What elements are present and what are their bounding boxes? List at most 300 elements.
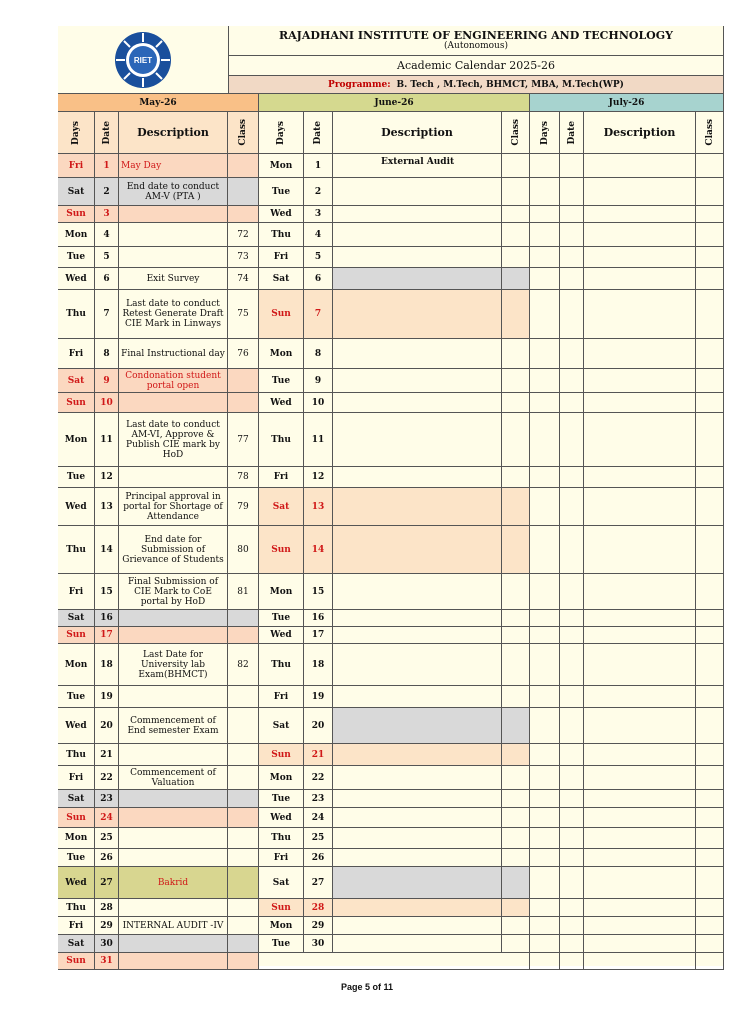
may-description: Final Instructional day [121, 348, 225, 359]
july-cell [584, 644, 696, 686]
may-date: 28 [100, 902, 113, 913]
may-day-cell [58, 627, 95, 644]
july-cell [530, 268, 560, 290]
july-cell [560, 574, 584, 610]
col-header-label: Date [101, 120, 112, 145]
june-description-cell [333, 154, 502, 178]
may-class-cell [228, 849, 259, 867]
june-date-cell [304, 574, 333, 610]
june-class-cell [502, 917, 530, 935]
june-date-cell [304, 867, 333, 899]
may-class: 75 [237, 309, 249, 319]
july-cell [584, 268, 696, 290]
june-day-cell [259, 393, 304, 413]
july-cell [530, 808, 560, 828]
june-day-cell [259, 686, 304, 708]
june-date-cell [304, 178, 333, 206]
col-header-july-class [696, 112, 724, 154]
may-date: 7 [103, 309, 110, 319]
col-header-june-date [304, 112, 333, 154]
may-date-cell [95, 744, 119, 766]
month-header-june: June-26 [259, 94, 530, 112]
may-date: 15 [100, 586, 113, 597]
institute-status: (Autonomous) [444, 40, 508, 51]
june-date-cell [304, 290, 333, 339]
may-description: Last date to conduct Retest Generate Draft CIE Mark in Linways [122, 299, 224, 329]
page-number: Page 5 of 11 [340, 982, 394, 992]
col-header-june-days [259, 112, 304, 154]
may-date-cell [95, 708, 119, 744]
col-header-july-date [560, 112, 584, 154]
june-date: 4 [314, 229, 322, 240]
may-class: 81 [237, 586, 249, 597]
june-description-cell [333, 610, 502, 627]
july-cell [584, 849, 696, 867]
july-cell [530, 899, 560, 917]
june-day: Fri [273, 252, 289, 262]
june-date-cell [304, 935, 333, 953]
july-cell [560, 686, 584, 708]
may-date-cell [95, 526, 119, 574]
col-header-label: Description [137, 125, 209, 139]
may-description-cell [119, 953, 228, 970]
may-date: 26 [100, 852, 113, 863]
june-day-cell [259, 917, 304, 935]
institute-name: RAJADHANI INSTITUTE OF ENGINEERING AND TECHNOLOGY [278, 28, 674, 42]
may-class-cell [228, 206, 259, 223]
may-day: Sun [66, 209, 86, 219]
june-class-cell [502, 935, 530, 953]
may-description-cell [119, 808, 228, 828]
col-header-may-days [58, 112, 95, 154]
programme-row [229, 76, 724, 94]
may-day: Wed [65, 877, 87, 888]
may-day: Sat [67, 613, 85, 623]
may-day-cell [58, 686, 95, 708]
may-day: Sun [66, 397, 86, 408]
july-cell [530, 488, 560, 526]
july-cell [584, 808, 696, 828]
may-class-cell [228, 178, 259, 206]
june-description-cell [333, 899, 502, 917]
june-class-cell [502, 178, 530, 206]
calendar-title: Academic Calendar 2025-26 [229, 56, 724, 76]
june-day: Wed [270, 397, 292, 408]
may-day: Thu [66, 749, 86, 760]
june-date: 30 [311, 938, 325, 949]
june-day: Thu [271, 833, 291, 843]
june-class-cell [502, 369, 530, 393]
june-day-cell [259, 766, 304, 790]
may-day-cell [58, 223, 95, 247]
june-date-cell [304, 413, 333, 467]
may-date-cell [95, 290, 119, 339]
may-description-cell [119, 790, 228, 808]
may-description-cell [119, 849, 228, 867]
july-cell [696, 766, 724, 790]
june-class-cell [502, 899, 530, 917]
may-description-cell [119, 935, 228, 953]
june-description-cell [333, 393, 502, 413]
may-description-cell [119, 178, 228, 206]
may-date-cell [95, 223, 119, 247]
may-date-cell [95, 953, 119, 970]
may-day-cell [58, 935, 95, 953]
july-cell [584, 766, 696, 790]
july-cell [530, 290, 560, 339]
may-description-cell [119, 339, 228, 369]
july-cell [696, 828, 724, 849]
col-header-july-days [530, 112, 560, 154]
col-header-label: Date [313, 120, 323, 145]
june-class-cell [502, 574, 530, 610]
may-class-cell [228, 369, 259, 393]
july-cell [560, 917, 584, 935]
july-cell [560, 526, 584, 574]
may-day: Fri [68, 586, 84, 597]
july-cell [560, 413, 584, 467]
june-day: Sun [271, 309, 291, 319]
may-day-cell [58, 790, 95, 808]
may-day: Mon [64, 659, 88, 670]
may-date: 25 [100, 833, 113, 843]
july-cell [560, 206, 584, 223]
col-header-label: Days [71, 120, 81, 145]
may-date-cell [95, 828, 119, 849]
may-description-cell [119, 627, 228, 644]
july-cell [560, 828, 584, 849]
may-description-cell [119, 526, 228, 574]
july-cell [530, 574, 560, 610]
june-description-cell [333, 935, 502, 953]
june-description-cell [333, 206, 502, 223]
june-class-cell [502, 290, 530, 339]
july-cell [560, 369, 584, 393]
may-description-cell [119, 413, 228, 467]
june-date: 15 [311, 586, 325, 597]
may-date-cell [95, 467, 119, 488]
june-class-cell [502, 413, 530, 467]
july-cell [530, 867, 560, 899]
july-cell [696, 369, 724, 393]
july-cell [560, 899, 584, 917]
june-date-cell [304, 917, 333, 935]
july-cell [530, 686, 560, 708]
june-day-cell [259, 339, 304, 369]
may-date-cell [95, 899, 119, 917]
june-date: 20 [311, 720, 325, 731]
july-cell [560, 247, 584, 268]
col-header-label: Date [566, 120, 577, 145]
may-class-cell [228, 467, 259, 488]
may-description: Final Submission of CIE Mark to CoE portal by HoD [127, 576, 219, 607]
may-date-cell [95, 935, 119, 953]
may-day-cell [58, 290, 95, 339]
may-description-cell [119, 247, 228, 268]
june-date-cell [304, 899, 333, 917]
june-date: 29 [311, 920, 325, 931]
may-class: 78 [237, 472, 249, 482]
may-day-cell [58, 488, 95, 526]
july-cell [560, 627, 584, 644]
july-cell [560, 935, 584, 953]
june-date: 27 [311, 877, 325, 888]
june-description-cell [333, 686, 502, 708]
may-day: Tue [66, 252, 86, 262]
june-day: Sat [272, 501, 290, 512]
july-cell [584, 627, 696, 644]
may-date-cell [95, 644, 119, 686]
june-class-cell [502, 268, 530, 290]
july-cell [696, 488, 724, 526]
june-class-cell [502, 339, 530, 369]
july-cell [560, 154, 584, 178]
may-description-cell [119, 154, 228, 178]
may-day-cell [58, 644, 95, 686]
july-cell [696, 413, 724, 467]
july-cell [560, 744, 584, 766]
june-class-cell [502, 808, 530, 828]
may-class-cell [228, 644, 259, 686]
may-class-cell [228, 899, 259, 917]
june-class-cell [502, 849, 530, 867]
may-day-cell [58, 574, 95, 610]
july-cell [530, 467, 560, 488]
month-header-may: May-26 [58, 94, 259, 112]
june-day: Sat [272, 877, 290, 888]
may-day-cell [58, 206, 95, 223]
july-cell [584, 178, 696, 206]
may-description: INTERNAL AUDIT -IV [122, 920, 224, 931]
june-class-cell [502, 247, 530, 268]
june-class-cell [502, 223, 530, 247]
may-date-cell [95, 339, 119, 369]
june-date-cell [304, 849, 333, 867]
june-day: Tue [271, 793, 291, 804]
june-date: 26 [311, 852, 325, 863]
july-cell [530, 178, 560, 206]
may-class: 72 [237, 229, 249, 240]
june-date: 18 [311, 659, 325, 670]
july-cell [560, 290, 584, 339]
june-day-cell [259, 744, 304, 766]
may-class-cell [228, 413, 259, 467]
may-day-cell [58, 744, 95, 766]
june-day-cell [259, 206, 304, 223]
may-day: Thu [66, 309, 86, 319]
may-day-cell [58, 339, 95, 369]
may-date: 24 [100, 812, 113, 823]
may-description: Commencement of End semester Exam [127, 715, 219, 736]
may-date: 9 [103, 375, 110, 386]
june-class-cell [502, 744, 530, 766]
july-cell [584, 917, 696, 935]
june-date: 16 [311, 613, 325, 623]
institute-title [229, 26, 724, 56]
june-day-cell [259, 627, 304, 644]
june-description-cell [333, 526, 502, 574]
may-class-cell [228, 154, 259, 178]
june-class-cell [502, 644, 530, 686]
may-date: 6 [103, 273, 110, 284]
june-day: Mon [269, 586, 293, 597]
col-header-label: Class [510, 119, 521, 146]
may-date-cell [95, 574, 119, 610]
july-cell [560, 766, 584, 790]
may-class-cell [228, 247, 259, 268]
may-class-cell [228, 339, 259, 369]
may-day-cell [58, 467, 95, 488]
may-day: Mon [64, 833, 88, 843]
programme-label: Programme: [328, 79, 391, 90]
may-date: 1 [103, 160, 110, 171]
may-description-cell [119, 290, 228, 339]
july-cell [696, 393, 724, 413]
june-day-cell [259, 610, 304, 627]
june-date: 14 [311, 544, 325, 555]
june-day: Thu [271, 659, 291, 670]
june-date-cell [304, 708, 333, 744]
col-header-may-class [228, 112, 259, 154]
june-date-cell [304, 206, 333, 223]
june-date: 10 [311, 397, 325, 408]
july-cell [584, 393, 696, 413]
july-cell [584, 610, 696, 627]
june-description-cell [333, 413, 502, 467]
may-description-cell [119, 708, 228, 744]
june-day-cell [259, 268, 304, 290]
col-header-label: Description [381, 125, 453, 139]
calendar-sheet [58, 26, 724, 966]
june-day: Fri [273, 852, 289, 863]
july-cell [696, 935, 724, 953]
may-date: 23 [100, 793, 113, 804]
may-date-cell [95, 154, 119, 178]
may-day: Mon [64, 434, 88, 445]
may-description-cell [119, 369, 228, 393]
july-cell [584, 339, 696, 369]
may-class-cell [228, 526, 259, 574]
may-date: 13 [100, 501, 113, 512]
col-header-label: Days [276, 120, 286, 145]
may-day-cell [58, 526, 95, 574]
may-date: 22 [100, 772, 113, 783]
june-class-cell [502, 206, 530, 223]
july-cell [560, 867, 584, 899]
may-date-cell [95, 178, 119, 206]
may-class: 79 [237, 501, 249, 512]
may-class-cell [228, 627, 259, 644]
col-header-label: Description [603, 125, 676, 139]
june-date-cell [304, 790, 333, 808]
july-cell [696, 808, 724, 828]
june-class-cell [502, 154, 530, 178]
july-cell [696, 290, 724, 339]
june-date-cell [304, 393, 333, 413]
july-cell [696, 467, 724, 488]
june-day-cell [259, 899, 304, 917]
col-header-june-class [502, 112, 530, 154]
july-cell [696, 206, 724, 223]
may-date: 20 [100, 720, 113, 731]
june-description-cell [333, 644, 502, 686]
may-day-cell [58, 413, 95, 467]
june-day: Fri [273, 691, 289, 702]
may-day: Thu [66, 544, 86, 555]
may-description-cell [119, 644, 228, 686]
june-date-cell [304, 369, 333, 393]
july-cell [696, 644, 724, 686]
june-day: Fri [273, 472, 289, 482]
may-day: Fri [68, 160, 84, 171]
may-date-cell [95, 268, 119, 290]
june-day-cell [259, 574, 304, 610]
june-date: 23 [311, 793, 325, 804]
may-description-cell [119, 899, 228, 917]
may-day-cell [58, 708, 95, 744]
june-day: Sat [272, 720, 290, 731]
june-day-cell [259, 644, 304, 686]
june-class-cell [502, 610, 530, 627]
june-day: Sat [272, 273, 290, 284]
july-cell [530, 393, 560, 413]
july-cell [696, 610, 724, 627]
july-cell [696, 686, 724, 708]
may-day: Fri [68, 772, 84, 783]
june-date-cell [304, 644, 333, 686]
may-day-cell [58, 178, 95, 206]
june-class-cell [502, 708, 530, 744]
may-class-cell [228, 708, 259, 744]
june-date-cell [304, 488, 333, 526]
may-date: 17 [100, 630, 113, 640]
may-day: Wed [65, 273, 87, 284]
logo-cell [58, 26, 229, 94]
may-description-cell [119, 744, 228, 766]
june-description-cell [333, 766, 502, 790]
july-cell [696, 154, 724, 178]
july-cell [696, 899, 724, 917]
may-day-cell [58, 369, 95, 393]
june-date-cell [304, 526, 333, 574]
may-class-cell [228, 686, 259, 708]
june-description-cell [333, 268, 502, 290]
june-date-cell [304, 339, 333, 369]
may-day: Tue [66, 852, 86, 863]
june-day: Tue [271, 186, 291, 197]
july-cell [530, 369, 560, 393]
june-day: Tue [271, 938, 291, 949]
june-date-cell [304, 744, 333, 766]
july-cell [696, 953, 724, 970]
june-day: Wed [270, 630, 292, 640]
may-description: Condonation student portal open [125, 370, 221, 391]
may-date: 27 [100, 877, 113, 888]
may-class-cell [228, 744, 259, 766]
june-date: 24 [311, 812, 325, 823]
july-cell [584, 828, 696, 849]
may-class-cell [228, 766, 259, 790]
institute-logo-icon [113, 30, 173, 90]
july-cell [530, 708, 560, 744]
may-day-cell [58, 766, 95, 790]
col-header-june-desc [333, 112, 502, 154]
may-class-cell [228, 610, 259, 627]
june-day-cell [259, 369, 304, 393]
july-cell [584, 154, 696, 178]
june-date: 12 [311, 472, 325, 482]
col-header-label: Class [704, 119, 715, 146]
